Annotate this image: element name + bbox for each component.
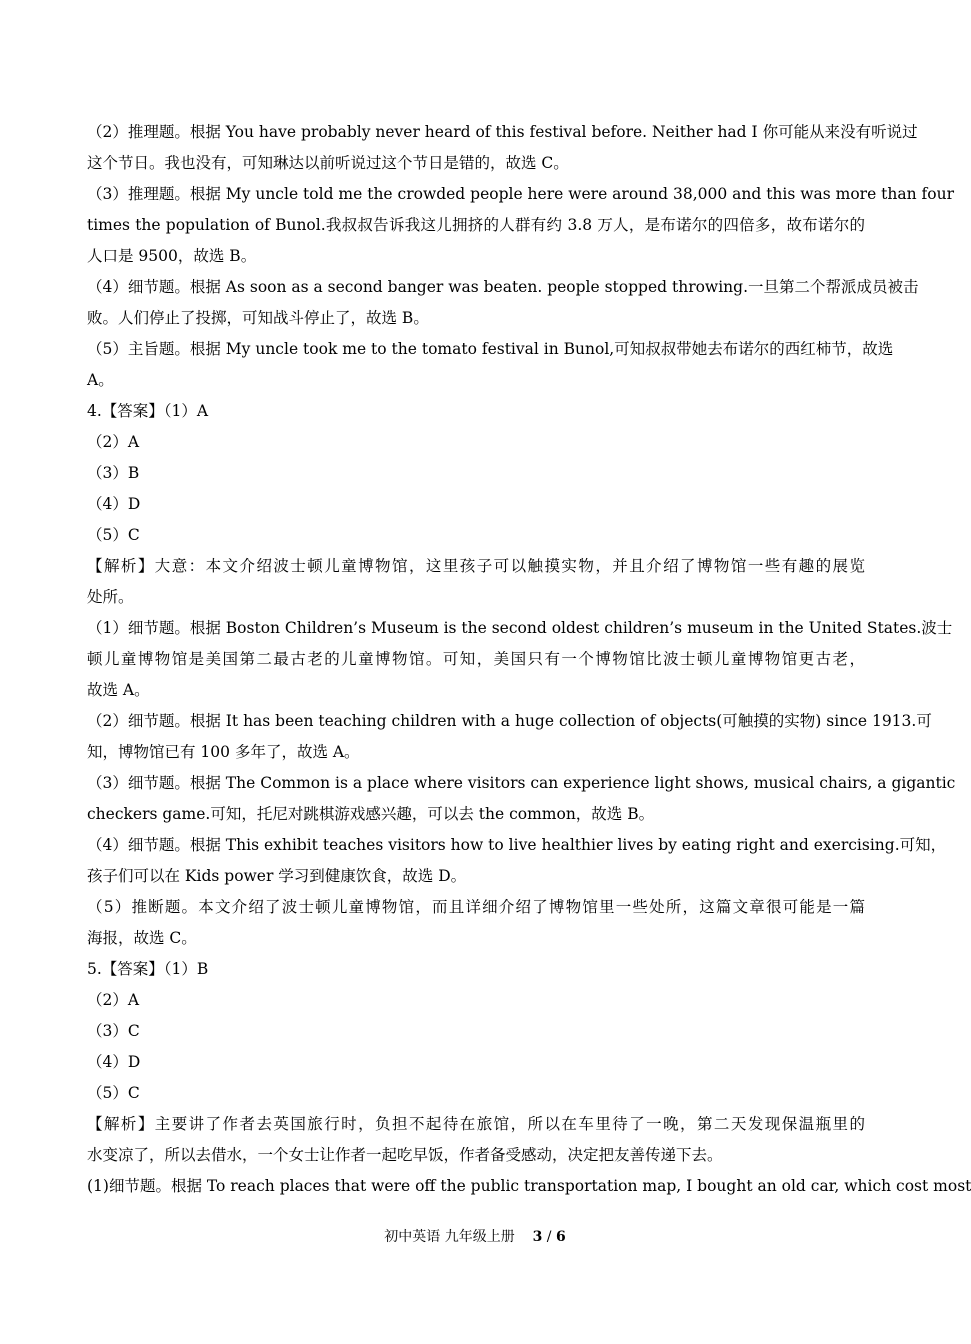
text-line: （1）细节题。根据 Boston Children’s Museum is the second oldest children’s museum in the United States.波士 (87, 619, 953, 637)
footer-subject: 初中英语 九年级上册 (384, 1229, 515, 1245)
text-line: （3）推理题。根据 My uncle told me the crowded people here were around 38,000 and this was more than four (87, 185, 955, 203)
answer-explanation-body (87, 117, 971, 1202)
text-line: （2）细节题。根据 It has been teaching children with a huge collection of objects(可触摸的实物) since 1913.可 (87, 712, 932, 730)
text-line: （3）B (87, 464, 140, 482)
text-line: （4）细节题。根据 As soon as a second banger was beaten. people stopped throwing.一旦第二个帮派成员被击 (87, 278, 919, 296)
text-line: checkers game.可知，托尼对跳棋游戏感兴趣，可以去 the common，故选 B。 (87, 805, 655, 823)
text-line: 败。人们停止了投掷，可知战斗停止了，故选 B。 (87, 309, 429, 327)
page-footer (0, 1227, 950, 1247)
text-line: （3）细节题。根据 The Common is a place where visitors can experience light shows, musical chairs, a gigantic (87, 774, 956, 792)
text-line: （4）细节题。根据 This exhibit teaches visitors how to live healthier lives by eating right and exercising.可知， (87, 836, 947, 854)
text-line: 海报，故选 C。 (87, 929, 197, 947)
text-line: 处所。 (87, 588, 134, 606)
text-line: （4）D (87, 495, 141, 513)
text-line: 这个节日。我也没有，可知琳达以前听说过这个节日是错的，故选 C。 (87, 154, 569, 172)
text-line: 顿儿童博物馆是美国第二最古老的儿童博物馆。可知，美国只有一个博物馆比波士顿儿童博物馆更古老， (87, 650, 865, 668)
text-line: 4.【答案】（1）A (87, 402, 209, 420)
text-line: （5）C (87, 526, 140, 544)
text-line: 【解析】大意：本文介绍波士顿儿童博物馆，这里孩子可以触摸实物，并且介绍了博物馆一些有趣的展览 (87, 557, 865, 575)
footer-page-number: 3 (532, 1229, 543, 1245)
text-line: 故选 A。 (87, 681, 150, 699)
text-line: （5）主旨题。根据 My uncle took me to the tomato festival in Bunol,可知叔叔带她去布诺尔的西红柿节，故选 (87, 340, 894, 358)
text-line: A。 (87, 371, 114, 389)
footer-total-pages: 6 (555, 1229, 566, 1245)
footer-separator: / (546, 1229, 552, 1245)
text-line: （4）D (87, 1053, 141, 1071)
text-line: （2）A (87, 433, 140, 451)
text-line: 水变凉了，所以去借水，一个女士让作者一起吃早饭，作者备受感动，决定把友善传递下去。 (87, 1146, 723, 1164)
text-line: 【解析】主要讲了作者去英国旅行时，负担不起待在旅馆，所以在车里待了一晚，第二天发现保温瓶里的 (87, 1115, 865, 1133)
text-line: (1)细节题。根据 To reach places that were off the public transportation map, I bought an old car, which cost most (87, 1177, 971, 1195)
text-line: （5）推断题。本文介绍了波士顿儿童博物馆，而且详细介绍了博物馆里一些处所，这篇文章很可能是一篇 (87, 898, 865, 916)
text-line: times the population of Bunol.我叔叔告诉我这儿拥挤的人群有约 3.8 万人，是布诺尔的四倍多，故布诺尔的 (87, 216, 865, 234)
text-line: 5.【答案】（1）B (87, 960, 209, 978)
text-line: （3）C (87, 1022, 140, 1040)
text-line: （5）C (87, 1084, 140, 1102)
text-line: （2）A (87, 991, 140, 1009)
text-line: 知，博物馆已有 100 多年了，故选 A。 (87, 743, 360, 761)
text-line: （2）推理题。根据 You have probably never heard of this festival before. Neither had I 你可能从来没有听说过 (87, 123, 918, 141)
text-line: 人口是 9500，故选 B。 (87, 247, 257, 265)
text-line: 孩子们可以在 Kids power 学习到健康饮食，故选 D。 (87, 867, 467, 885)
